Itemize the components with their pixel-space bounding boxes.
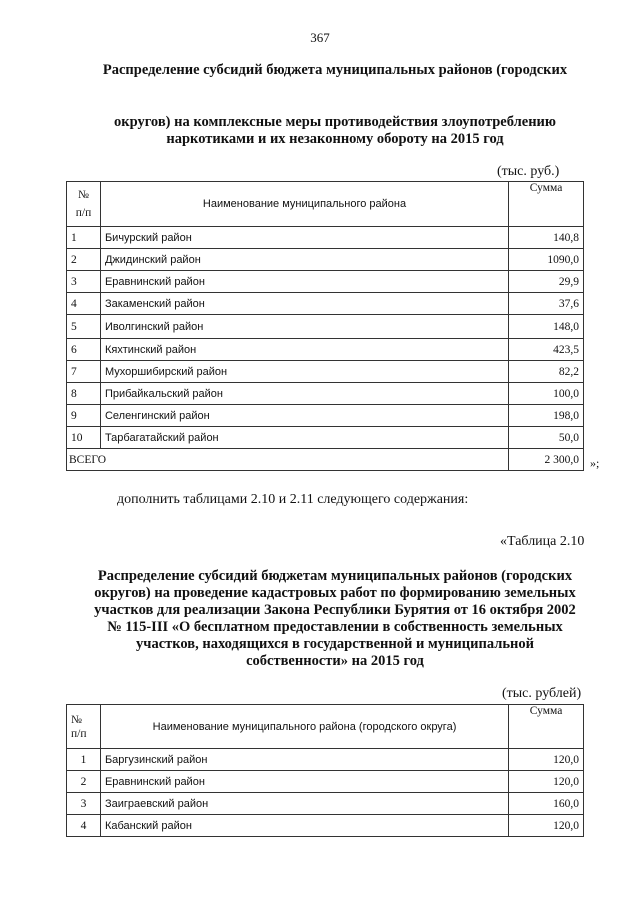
table1-title-line2: округов) на комплексные меры противодействия злоупотреблению xyxy=(113,114,556,130)
table1-row-number: 2 xyxy=(67,249,101,271)
table1-row xyxy=(67,271,584,293)
table1-row-number: 7 xyxy=(67,361,101,383)
table2-row-name: Кабанский район xyxy=(100,815,508,837)
table1-row-name: Иволгинский район xyxy=(100,315,508,339)
table2-row-number: 3 xyxy=(67,793,101,815)
table2-row xyxy=(67,749,584,771)
table1-row-name: Бичурский район xyxy=(100,227,508,249)
table1-row-sum: 29,9 xyxy=(509,271,584,293)
table1-row xyxy=(67,405,584,427)
table1-row-number: 5 xyxy=(67,315,101,339)
table1-row-number: 9 xyxy=(67,405,101,427)
table2-row-sum: 120,0 xyxy=(509,749,584,771)
table1 xyxy=(66,181,584,471)
table2-title-line5: участков, находящихся в государственной и муниципальной xyxy=(136,636,534,652)
table1-row-sum: 140,8 xyxy=(509,227,584,249)
table1-row-name: Мухоршибирский район xyxy=(100,361,508,383)
table2-header-name: Наименование муниципального района (городского округа) xyxy=(100,705,508,749)
table1-row-number: 8 xyxy=(67,383,101,405)
table1-row-number: 3 xyxy=(67,271,101,293)
table2-header-num-line2: п/п xyxy=(71,727,87,740)
table1-row-sum: 423,5 xyxy=(509,339,584,361)
table1-row-name: Кяхтинский район xyxy=(100,339,508,361)
table2-units: (тыс. рублей) xyxy=(502,686,582,701)
table1-row-sum: 37,6 xyxy=(509,293,584,315)
table2-title-line2: округов) на проведение кадастровых работ по формированию земельных xyxy=(94,585,576,601)
table2-row xyxy=(67,771,584,793)
table2-label: «Таблица 2.10 xyxy=(500,534,585,549)
table2-header-row xyxy=(67,705,584,749)
table1-row xyxy=(67,383,584,405)
table1-row-name: Селенгинский район xyxy=(100,405,508,427)
table1-row-name: Прибайкальский район xyxy=(100,383,508,405)
table2-row-name: Баргузинский район xyxy=(100,749,508,771)
table1-row-name: Закаменский район xyxy=(100,293,508,315)
table1-header-num-line1: № xyxy=(77,189,89,201)
table1-units: (тыс. руб.) xyxy=(497,164,560,179)
table1-row-sum: 82,2 xyxy=(509,361,584,383)
table2-row-name: Еравнинский район xyxy=(100,771,508,793)
table1-row xyxy=(67,293,584,315)
table2-title-line4: № 115-III «О бесплатном предоставлении в собственность земельных xyxy=(107,619,563,635)
table1-title-line1: Распределение субсидий бюджета муниципальных районов (городских xyxy=(102,62,568,78)
table1-row-number: 6 xyxy=(67,339,101,361)
table2-header-sum: Сумма xyxy=(509,705,584,749)
table1-title-line3: наркотиками и их незаконному обороту на 2015 год xyxy=(166,131,504,147)
table1-total-sum: 2 300,0 xyxy=(509,449,584,471)
page-number: 367 xyxy=(310,30,330,45)
table1-row-sum: 148,0 xyxy=(509,315,584,339)
table2-header-num xyxy=(67,705,101,749)
table1-row xyxy=(67,339,584,361)
table1-row-number: 4 xyxy=(67,293,101,315)
table1-closing-mark: »; xyxy=(590,456,600,470)
table2-row-number: 2 xyxy=(67,771,101,793)
table2 xyxy=(66,704,584,837)
table2-row-sum: 120,0 xyxy=(509,771,584,793)
table1-header-name: Наименование муниципального района xyxy=(100,182,508,227)
table1-row-name: Джидинский район xyxy=(100,249,508,271)
table1-row-name: Еравнинский район xyxy=(100,271,508,293)
table1-row xyxy=(67,315,584,339)
table2-row-sum: 120,0 xyxy=(509,815,584,837)
table1-header-num xyxy=(67,182,101,227)
table2-row-number: 1 xyxy=(67,749,101,771)
table1-total-label: ВСЕГО xyxy=(67,449,509,471)
table1-row xyxy=(67,361,584,383)
table2-row xyxy=(67,815,584,837)
table2-row-sum: 160,0 xyxy=(509,793,584,815)
table1-row xyxy=(67,227,584,249)
table1-row-name: Тарбагатайский район xyxy=(100,427,508,449)
table1-header-row xyxy=(67,182,584,227)
table2-title-line3: участков для реализации Закона Республики Бурятия от 16 октября 2002 xyxy=(94,602,576,618)
table2-title-line1: Распределение субсидий бюджетам муниципальных районов (городских xyxy=(97,568,573,584)
table1-row xyxy=(67,249,584,271)
table1-row-sum: 1090,0 xyxy=(509,249,584,271)
table1-row-number: 1 xyxy=(67,227,101,249)
table1-row-sum: 198,0 xyxy=(509,405,584,427)
table2-row xyxy=(67,793,584,815)
table2-title-line6: собственности» на 2015 год xyxy=(246,653,424,669)
table2-row-name: Заиграевский район xyxy=(100,793,508,815)
table1-total-row xyxy=(67,449,584,471)
table1-row-number: 10 xyxy=(67,427,101,449)
table2-row-number: 4 xyxy=(67,815,101,837)
table1-header-num-line2: п/п xyxy=(75,207,92,219)
table1-row-sum: 50,0 xyxy=(509,427,584,449)
table1-row xyxy=(67,427,584,449)
supplement-text: дополнить таблицами 2.10 и 2.11 следующего содержания: xyxy=(117,492,469,507)
table2-header-num-line1: № xyxy=(71,713,82,726)
table1-header-sum: Сумма xyxy=(509,182,584,227)
table1-row-sum: 100,0 xyxy=(509,383,584,405)
